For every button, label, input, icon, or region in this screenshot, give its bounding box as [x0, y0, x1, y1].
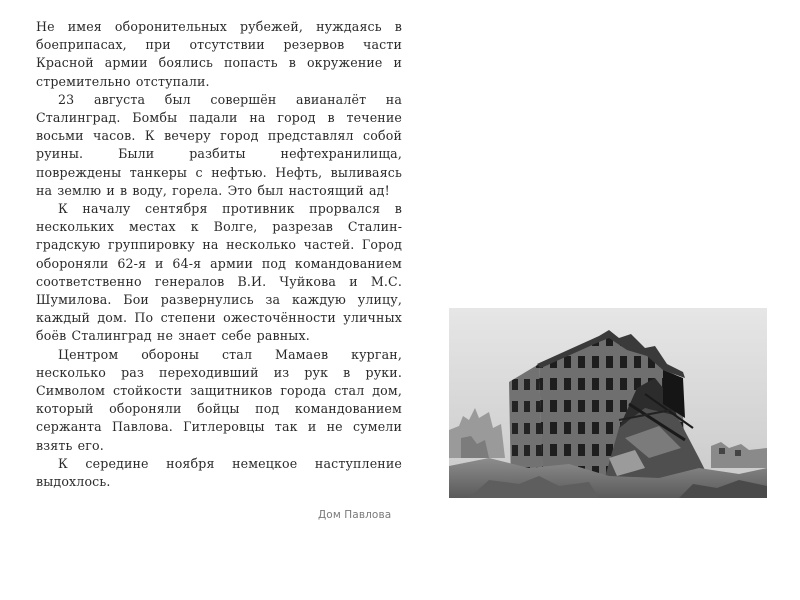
pavlov-house-photo: [449, 308, 767, 498]
paragraph-retreat: Не имея оборонительных рубежей, нуждаясь в боеприпасах, при отсутствии резервов части Красной армии боялись попасть в окружение и стремительно отступали.: [36, 19, 402, 89]
ruined-building-illustration: [449, 308, 767, 498]
paragraph-november: К середине ноября немецкое наступление выдохлось.: [36, 455, 402, 490]
photo-caption: Дом Павлова: [318, 509, 392, 521]
paragraph-street-fighting: К началу сентября противник прорвался в нескольких местах к Волге, разрезав Сталинградскую группировку на несколько частей. Город обороняли 62-я и 64-я армии под командованием соответственно генералов В.И. Чуйкова и М.С. Шумилова. Бои развернулись за каждую улицу, каждый дом. По степени ожесточённости уличных боёв Сталинград не знает себе равных.: [36, 201, 402, 344]
main-text: [36, 18, 402, 491]
paragraph-air-raid: 23 августа был совершён авианалёт на Сталинград. Бомбы падали на город в течение восьми часов. К вечеру город представлял собой руины. Были разбиты нефтехранилища, повреждены танкеры с нефтью. Нефть, выливаясь на землю и в воду, горела. Это был настоящий ад!: [36, 91, 402, 198]
paragraph-mamayev-kurgan: Центром обороны стал Мамаев курган, несколько раз переходивший из рук в руки. Символом стойкости защитников города стал дом, который обороняли бойцы под командованием сержанта Павлова. Гитлеровцы так и не сумели взять его.: [36, 346, 402, 453]
